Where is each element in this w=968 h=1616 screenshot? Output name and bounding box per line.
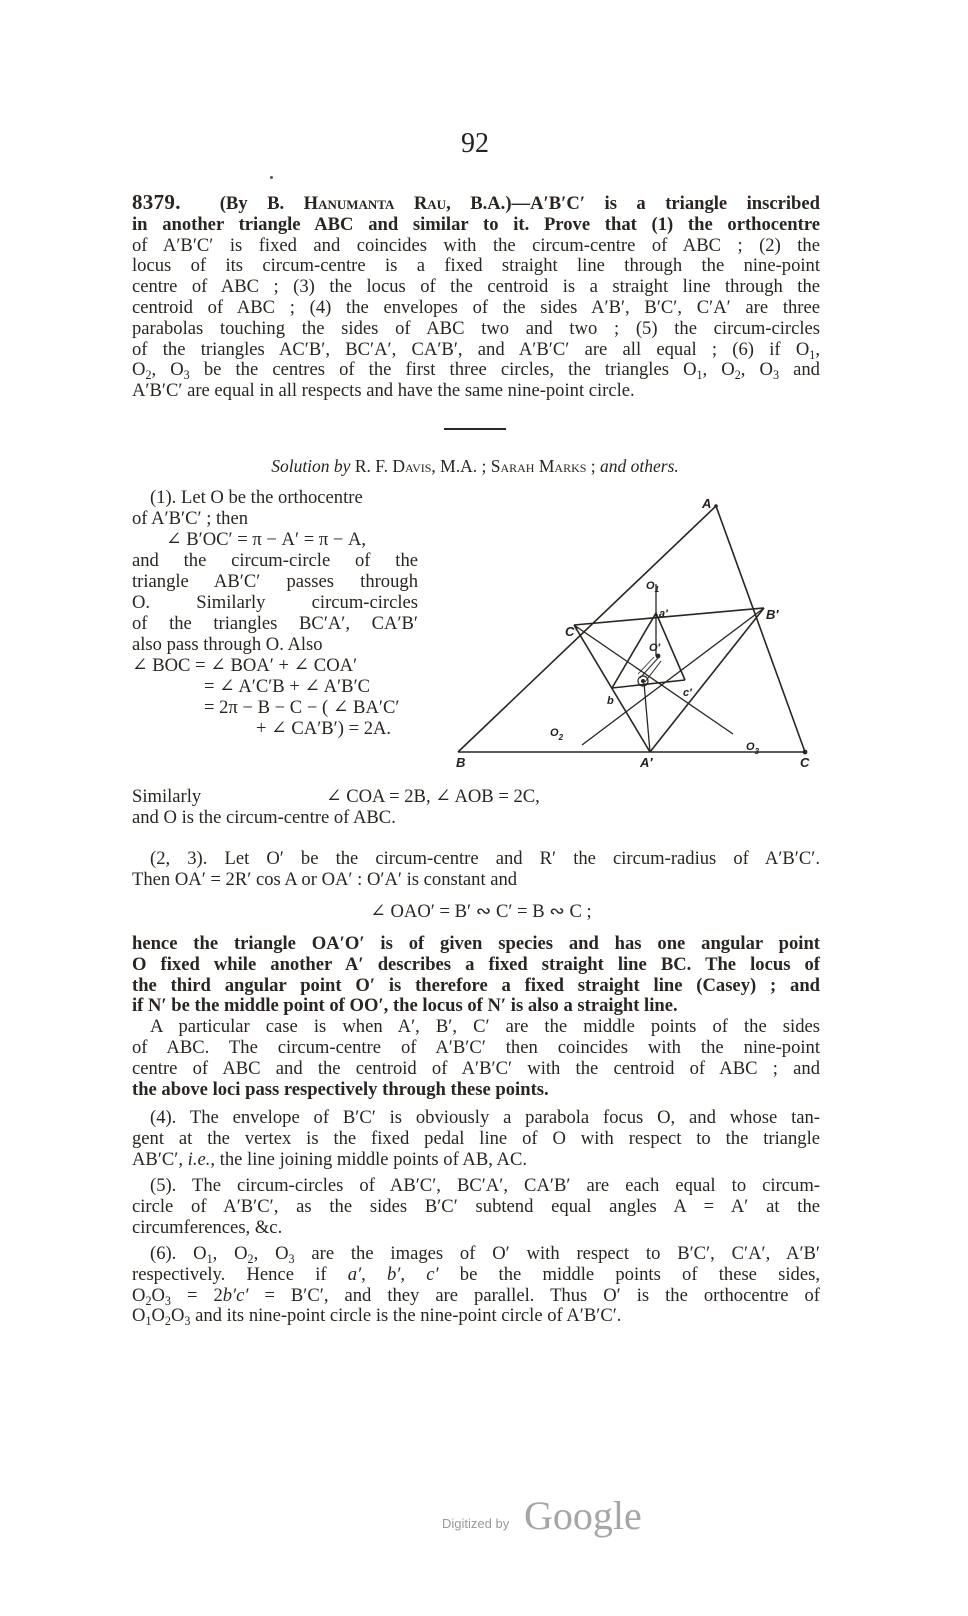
part5-line-1: (5). The circum-circles of AB′C′, BC′A′, CA′B′ are each equal to circum- [150,1175,820,1196]
solution-author-1a: R. F. [350,456,393,476]
part23-paragraph [132,934,820,1100]
part23-equation-block [132,902,820,923]
subscript: 1 [696,368,703,383]
p6-l3-it: b′c′ [222,1284,249,1306]
p6-l1a: (6). O [150,1243,207,1264]
p6-l2a: respectively. Hence if [132,1263,348,1285]
p6-l4b: O [151,1305,165,1327]
part-4 [132,1108,820,1170]
label-A-prime: A′ [640,755,653,770]
question-text: —A′B′C′ is a triangle inscribed [511,193,820,214]
part23-p2-line-2: O fixed while another A′ describes a fixed straight line BC. The locus of [132,953,820,975]
part4-l3a: AB′C′, [132,1148,188,1170]
p6-l1d: are the images of O′ with respect to B′C′, C′A′, A′B′ [294,1243,820,1264]
side-AC [716,506,805,752]
p6-l2-it: a′, b′, c′ [347,1263,439,1285]
point-C [803,750,808,755]
part1-line-12: + ∠ CA′B′) = 2A. [256,718,392,739]
point-G [641,679,645,683]
p6-l3b: O [151,1284,165,1306]
question-line-9 [132,360,820,381]
question-block [132,192,820,402]
part4-line-3 [132,1150,820,1171]
conclusion-line: and O is the circum-centre of ABC. [132,806,396,828]
q9-rest2: , O [702,359,735,381]
subscript: 2 [734,368,741,383]
part1-line-9: ∠ BOC = ∠ BOA′ + ∠ COA′ [132,655,358,676]
question-line-7: parabolas touching the sides of ABC two and two ; (5) the circum-circles [132,317,820,339]
side-CpBp [574,608,764,625]
watermark-google-logo: Google [524,1493,642,1538]
solution-author-3: Sarah Marks [490,456,587,476]
part23-line-1: (2, 3). Let O′ be the circum-centre and R′ the circum-radius of A′B′C′. [150,848,820,869]
page-number: 92 [461,128,489,159]
part4-line-1: (4). The envelope of B′C′ is obviously a parabola focus O, and whose tan- [150,1107,820,1128]
p6-l1b: , O [212,1243,248,1264]
part6-line-2 [132,1265,820,1286]
p6-l3a: O [132,1284,146,1306]
part-5 [132,1176,820,1238]
google-watermark [440,1492,660,1542]
similarly-line [132,787,820,808]
solution-sep: ; [586,456,601,476]
section-divider [444,428,506,430]
line-Bp-O2 [582,608,764,745]
part23-equation: ∠ OAO′ = B′ ∾ C′ = B ∾ C ; [370,901,592,922]
label-b-prime: b [607,695,614,707]
p6-l4c: O [170,1305,185,1327]
subscript: 2 [247,1252,254,1267]
q9-mid: , O [151,359,184,381]
part23-p3-line-4: the above loci pass respectively through these points. [132,1078,549,1100]
part1-line-2: of A′B′C′ ; then [132,508,249,529]
label-O3: $O_3$ [746,741,760,756]
label-B: B [456,755,466,770]
p6-l3c: = 2 [170,1284,223,1306]
q9-end: and [779,359,820,381]
question-line-2: in another triangle ABC and similar to it. Prove that (1) the orthocentre [132,213,820,235]
geometry-figure [440,486,840,776]
subscript: 3 [164,1293,171,1308]
question-line-4: locus of its circum-centre is a fixed straight line through the nine-point [132,255,820,277]
subscript: 1 [145,1314,152,1329]
label-O2: $O_2$ [550,727,564,742]
label-a-prime: a′ [659,608,668,620]
p6-l4a: O [132,1305,146,1327]
part5-line-3: circumferences, &c. [132,1216,283,1238]
part-1-column [132,487,418,739]
print-speck [270,176,273,179]
subscript: 2 [164,1314,171,1329]
question-author-prefix: (By B. [219,193,304,214]
part1-conclusion [132,787,820,829]
solution-heading [0,456,950,477]
subscript: 2 [145,1293,152,1308]
p6-l3d: = B′C′, and they are parallel. Thus O′ is the orthocentre of [248,1284,820,1306]
q9-o: O [132,359,146,381]
p6-l2b: be the middle points of these sides, [438,1263,820,1285]
part-6 [132,1244,820,1327]
subscript: 3 [772,368,780,383]
part1-line-8: also pass through O. Also [132,634,323,655]
p6-l1c: , O [253,1243,289,1264]
subscript: 1 [206,1252,213,1267]
q9-rest: be the centres of the first three circles, the triangles O [189,359,697,381]
side-AB [458,506,716,752]
part23-p2-line-3: the third angular point O′ is therefore a fixed straight line (Casey) ; and [132,974,820,996]
question-line-5: centre of ABC ; (3) the locus of the centroid is a straight line through the [132,276,820,298]
similarly-label: Similarly [132,786,202,807]
part23-p3-line-3: centre of ABC and the centroid of A′B′C′ with the centroid of ABC ; and [132,1057,820,1079]
part23-p2-line-1: hence the triangle OA′O′ is of given species and has one angular point [132,933,820,954]
part23-p3-line-2: of ABC. The circum-centre of A′B′C′ then coincides with the nine-point [132,1036,820,1058]
question-line-1 [132,192,820,215]
p6-l4d: and its nine-point circle is the nine-point circle of A′B′C′. [190,1305,622,1327]
part5-line-2: circle of A′B′C′, as the sides B′C′ subtend equal angles A = A′ at the [132,1195,820,1217]
question-line-3: of A′B′C′ is fixed and coincides with the circum-centre of ABC ; (2) the [132,234,820,256]
label-c-prime: c′ [683,687,692,699]
similarly-equation: ∠ COA = 2B, ∠ AOB = 2C, [326,786,540,807]
solution-prefix: Solution by [271,456,351,476]
part23-p3-line-1: A particular case is when A′, B′, C′ are the middle points of the sides [150,1016,820,1038]
subscript: 3 [183,368,190,383]
part4-l3-ie: i.e. [187,1148,211,1170]
watermark-digitized-by: Digitized by [442,1516,510,1531]
label-O1: $O_1$ [646,580,660,594]
q9-rest3: , O [740,359,773,381]
part23-line-2: Then OA′ = 2R′ cos A or OA′ : O′A′ is constant and [132,868,518,890]
part1-line-3: ∠ B′OC′ = π − A′ = π − A, [166,529,367,550]
solution-author-2: , M.A. ; [431,456,491,476]
part1-line-1: (1). Let O be the orthocentre [150,487,363,508]
label-A: A [702,496,712,511]
part6-line-4 [132,1306,820,1327]
part1-line-4: and the circum-circle of the [132,550,418,571]
side-BpAp [650,608,764,752]
part1-line-6: O. Similarly circum-circles [132,592,418,613]
subscript: 2 [145,368,152,383]
question-line-8-text: of the triangles AC′B′, BC′A′, CA′B′, and A′B′C′ are all equal ; (6) if O [132,338,810,360]
part1-line-7: of the triangles BC′A′, CA′B′ [132,613,418,634]
solution-suffix: and others. [600,456,679,476]
question-line-8-tail: , [815,338,820,360]
point-Oprime [656,654,661,659]
part-2-3 [132,849,820,891]
point-A [714,504,718,508]
label-B-prime: B′ [766,607,779,622]
solution-author-1b: Davis [392,456,432,476]
part6-line-1 [132,1244,820,1265]
question-line-6: centroid of ABC ; (4) the envelopes of the sides A′B′, B′C′, C′A′ are three [132,296,820,318]
subscript: 3 [184,1314,191,1329]
subscript: 3 [288,1252,295,1267]
question-author-name: Hanumanta Rau [303,193,447,214]
part23-p2-line-4: if N′ be the middle point of OO′, the locus of N′ is also a straight line. [132,995,678,1017]
part4-l3b: , the line joining middle points of AB, AC. [210,1148,528,1170]
label-C-prime: C′ [565,624,578,639]
triangle-diagram [440,486,840,776]
part6-line-3 [132,1286,820,1307]
question-author-suffix: , B.A.) [446,193,512,214]
question-line-10: A′B′C′ are equal in all respects and have the same nine-point circle. [132,380,635,402]
question-line-8 [132,340,820,361]
part1-line-10: = ∠ A′C′B + ∠ A′B′C [204,676,371,697]
part1-line-5: triangle AB′C′ passes through [132,571,418,592]
label-C: C [800,755,810,770]
part4-line-2: gent at the vertex is the fixed pedal line of O with respect to the triangle [132,1127,820,1149]
subscript: 1 [809,347,816,362]
line-G-Ap [644,683,650,752]
part1-line-11: = 2π − B − C − ( ∠ BA′C′ [204,697,400,718]
label-O-prime: O′ [649,642,661,654]
question-number: 8379. [132,190,181,214]
